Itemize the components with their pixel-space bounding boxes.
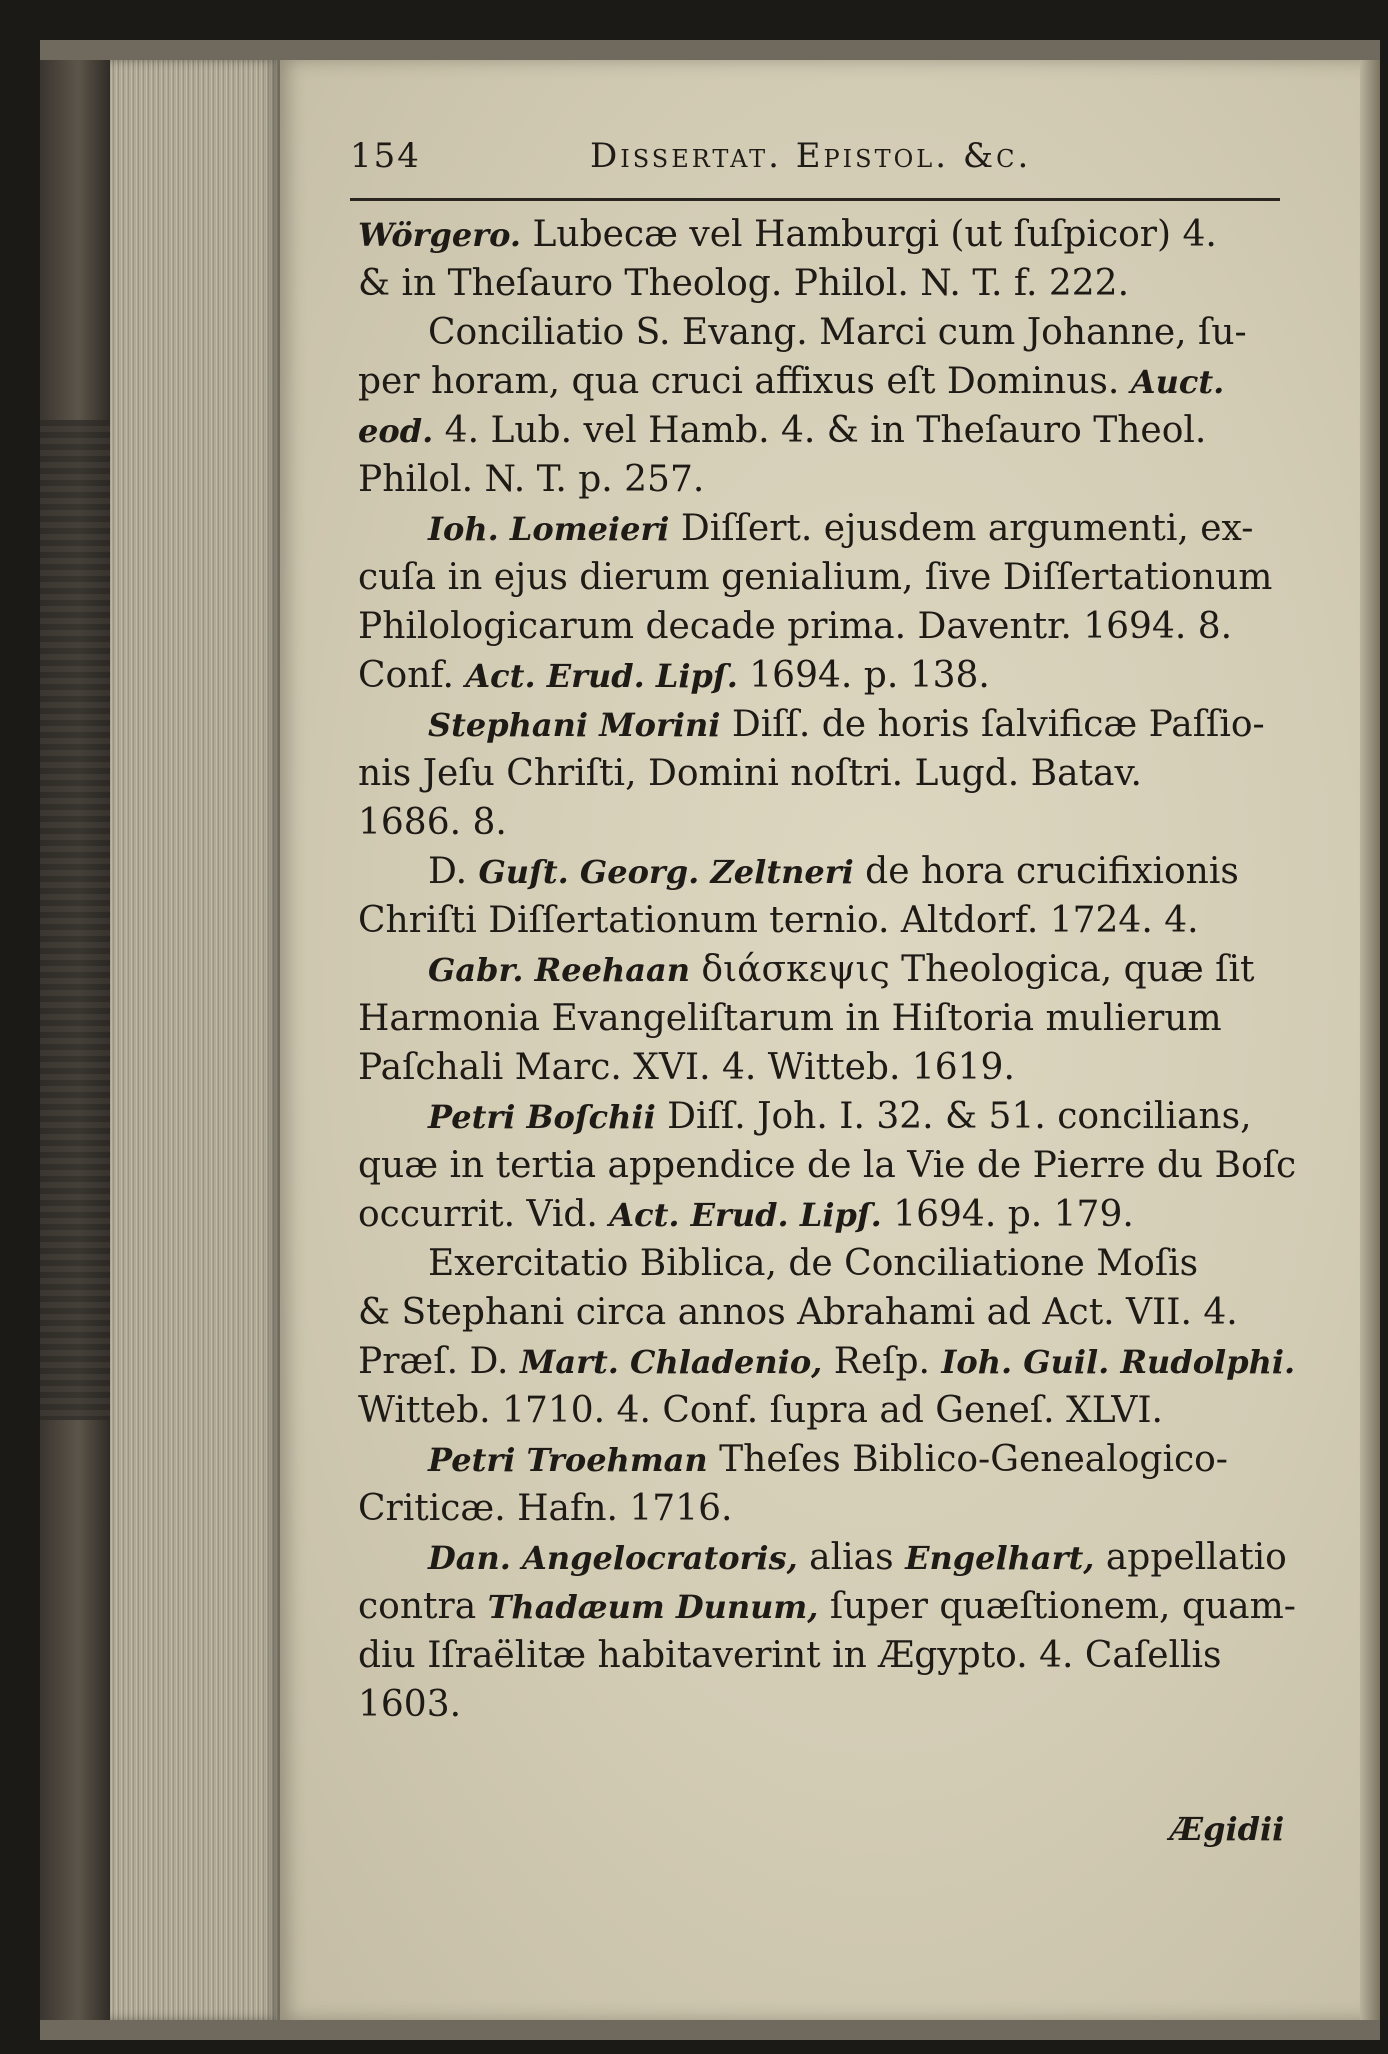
text-segment: 4. Lub. vel Hamb. 4. & in Theſauro Theol. — [433, 410, 1207, 451]
text-line — [358, 749, 1308, 798]
text-segment: appellatio — [1094, 1537, 1287, 1578]
italic-name-segment: Gabr. Reehaan — [428, 951, 690, 989]
italic-name-segment: Thadæum Dunum, — [487, 1588, 819, 1626]
text-segment: ſuper quæſtionem, quam- — [818, 1586, 1296, 1627]
text-line — [358, 553, 1308, 602]
text-segment: Lubecæ vel Hamburgi (ut ſuſpicor) 4. — [521, 214, 1217, 255]
text-line — [358, 798, 1308, 847]
text-segment: alias — [797, 1537, 906, 1578]
body-text — [358, 210, 1308, 1729]
text-line — [358, 847, 1308, 896]
text-segment: Chriſti Diſſertationum ternio. Altdorf. 1724. 4. — [358, 900, 1199, 941]
text-segment: contra — [358, 1586, 488, 1627]
italic-name-segment: Ioh. Guil. Rudolphi. — [941, 1343, 1296, 1381]
text-line — [358, 1337, 1308, 1386]
header-rule — [350, 198, 1280, 201]
text-segment: & in Theſauro Theolog. Philol. N. T. f. 222. — [358, 263, 1130, 304]
text-segment: Conciliatio S. Evang. Marci cum Johanne, ſu- — [428, 312, 1247, 353]
catchword: Ægidii — [1170, 1810, 1285, 1848]
text-segment: 1603. — [358, 1684, 462, 1725]
text-line — [358, 1092, 1308, 1141]
text-segment: de hora crucifixionis — [853, 851, 1239, 892]
text-line — [358, 896, 1308, 945]
italic-name-segment: eod. — [358, 412, 434, 450]
text-segment: cuſa in ejus dierum genialium, ſive Diſſertationum — [358, 557, 1273, 598]
text-line — [358, 1582, 1308, 1631]
text-line — [358, 1435, 1308, 1484]
italic-name-segment: Petri Troehman — [428, 1441, 708, 1479]
text-line — [358, 994, 1308, 1043]
page-header — [350, 136, 1280, 196]
text-segment: Conf. — [358, 655, 466, 696]
text-line — [358, 357, 1308, 406]
text-segment: Philologicarum decade prima. Daventr. 1694. 8. — [358, 606, 1233, 647]
text-segment: Paſchali Marc. XVI. 4. Witteb. 1619. — [358, 1047, 1015, 1088]
text-segment: Diſſ. de horis ſalvificæ Paſſio- — [720, 704, 1265, 745]
italic-name-segment: Engelhart, — [905, 1539, 1095, 1577]
text-line — [358, 700, 1308, 749]
text-line — [358, 1484, 1308, 1533]
text-line — [358, 1680, 1308, 1729]
text-line — [358, 1533, 1308, 1582]
text-segment: 1694. p. 179. — [881, 1194, 1134, 1235]
text-line — [358, 455, 1308, 504]
italic-name-segment: Dan. Angelocratoris, — [428, 1539, 798, 1577]
text-segment: Harmonia Evangeliſtarum in Hiſtoria mulierum — [358, 998, 1222, 1039]
italic-name-segment: Act. Erud. Lipſ. — [465, 657, 738, 695]
italic-name-segment: Ioh. Lomeieri — [428, 510, 670, 548]
text-segment: Theſes Biblico-Genealogico- — [707, 1439, 1228, 1480]
text-line — [358, 259, 1308, 308]
text-segment: Criticæ. Hafn. 1716. — [358, 1488, 733, 1529]
text-line — [358, 651, 1308, 700]
text-segment: quæ in tertia appendice de la Vie de Pierre du Boſc — [358, 1145, 1297, 1186]
text-segment: nis Jeſu Chriſti, Domini noſtri. Lugd. Batav. — [358, 753, 1142, 794]
text-segment: Præſ. D. — [358, 1341, 520, 1382]
italic-name-segment: Act. Erud. Lipſ. — [609, 1196, 882, 1234]
text-line — [358, 1288, 1308, 1337]
italic-name-segment: Guſt. Georg. Zeltneri — [478, 853, 854, 891]
text-line — [358, 945, 1308, 994]
text-line — [358, 210, 1308, 259]
text-line — [358, 602, 1308, 651]
page-number: 154 — [350, 136, 421, 176]
italic-name-segment: Petri Boſchii — [428, 1098, 656, 1136]
text-line — [358, 1141, 1308, 1190]
text-line — [358, 308, 1308, 357]
text-line — [358, 1239, 1308, 1288]
cover-wear-patch — [40, 420, 110, 1420]
text-line — [358, 1190, 1308, 1239]
text-segment: per horam, qua cruci affixus eſt Dominus. — [358, 361, 1131, 402]
text-segment: D. — [428, 851, 479, 892]
running-head: Dissertat. Epistol. &c. — [590, 136, 1032, 176]
italic-name-segment: Stephani Morini — [428, 706, 721, 744]
text-segment: Exercitatio Biblica, de Conciliatione Moſis — [428, 1243, 1199, 1284]
text-line — [358, 406, 1308, 455]
text-segment: Philol. N. T. p. 257. — [358, 459, 705, 500]
text-segment: & Stephani circa annos Abrahami ad Act. VII. 4. — [358, 1292, 1238, 1333]
text-segment: Witteb. 1710. 4. Conf. ſupra ad Geneſ. XLVI. — [358, 1390, 1163, 1431]
text-line — [358, 1386, 1308, 1435]
italic-name-segment: Wörgero. — [358, 216, 522, 254]
page-stack-edges — [110, 60, 278, 2020]
text-line — [358, 504, 1308, 553]
text-segment: 1686. 8. — [358, 802, 507, 843]
text-segment: διάσκεψις Theologica, quæ ſit — [689, 949, 1255, 990]
text-segment: diu Iſraëlitæ habitaverint in Ægypto. 4. Caſellis — [358, 1635, 1222, 1676]
text-segment: Reſp. — [822, 1341, 942, 1382]
text-segment: Diſſ. Joh. I. 32. & 51. concilians, — [655, 1096, 1252, 1137]
italic-name-segment: Mart. Chladenio, — [519, 1343, 823, 1381]
text-segment: 1694. p. 138. — [737, 655, 990, 696]
page-right-edge — [1360, 60, 1380, 2020]
text-line — [358, 1043, 1308, 1092]
italic-name-segment: Auct. — [1130, 363, 1225, 401]
text-segment: Diſſert. ejusdem argumenti, ex- — [669, 508, 1254, 549]
text-line — [358, 1631, 1308, 1680]
text-segment: occurrit. Vid. — [358, 1194, 610, 1235]
